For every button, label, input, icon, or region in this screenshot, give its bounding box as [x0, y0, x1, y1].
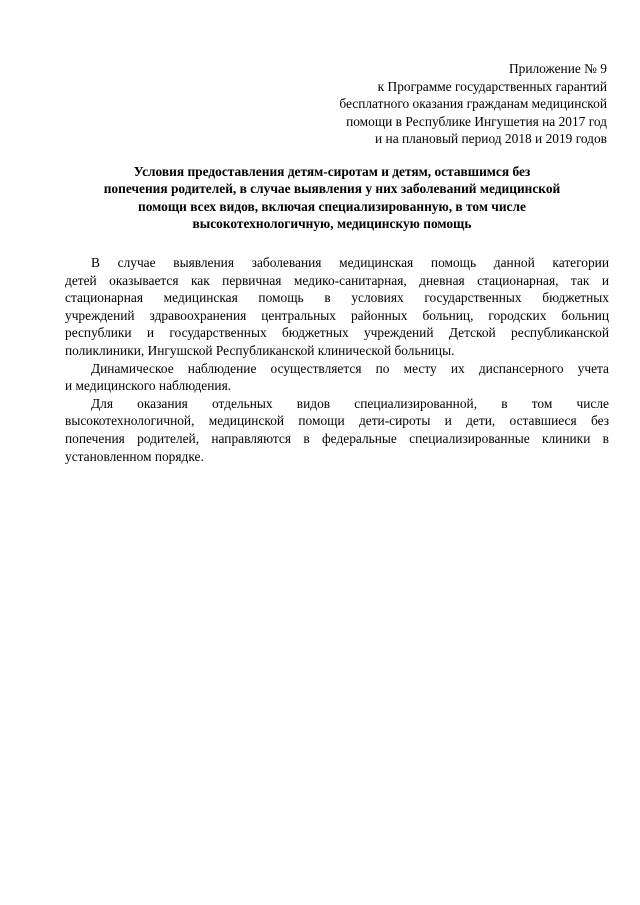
paragraph-1 [65, 254, 609, 360]
appendix-header-line: и на плановый период 2018 и 2019 годов [375, 131, 607, 147]
paragraph-line: установленном порядке. [65, 448, 204, 464]
paragraph-line: стационарная медицинская помощь в условиях государственных бюджетных [65, 290, 609, 306]
title-line: высокотехнологичную, медицинскую помощь [192, 216, 472, 232]
paragraph-line: высокотехнологичной, медицинской помощи дети-сироты и дети, оставшиеся без [65, 413, 609, 429]
title-line: Условия предоставления детям-сиротам и детям, оставшимся без [133, 164, 531, 179]
appendix-header-line: к Программе государственных гарантий [377, 78, 607, 94]
appendix-number: Приложение № 9 [508, 61, 607, 76]
paragraph-line: Динамическое наблюдение осуществляется по месту их диспансерного учета [91, 360, 609, 376]
paragraph-line: детей оказывается как первичная медико-санитарная, дневная стационарная, так и [65, 272, 609, 288]
appendix-header-line: помощи в Республике Ингушетия на 2017 год [346, 113, 607, 129]
paragraph-line: Для оказания отдельных видов специализированной, в том числе [91, 395, 609, 411]
appendix-header-line: бесплатного оказания гражданам медицинской [339, 96, 607, 112]
title-line: помощи всех видов, включая специализированную, в том числе [138, 198, 526, 214]
title-line: попечения родителей, в случае выявления у них заболеваний медицинской [103, 181, 561, 197]
document-body [65, 254, 609, 465]
paragraph-line: поликлиники, Ингушской Республиканской клинической больницы. [65, 342, 455, 358]
paragraph-line: учреждений здравоохранения центральных районных больниц, городских больниц [65, 307, 609, 323]
paragraph-2 [65, 360, 609, 395]
paragraph-line: В случае выявления заболевания медицинская помощь данной категории [91, 255, 609, 270]
paragraph-line: и медицинского наблюдения. [65, 378, 232, 394]
document-title [64, 163, 600, 233]
paragraph-3 [65, 395, 609, 465]
paragraph-line: попечения родителей, направляются в федеральные специализированные клиники в [65, 430, 609, 446]
paragraph-line: республики и государственных бюджетных учреждений Детской республиканской [65, 325, 609, 341]
appendix-header [247, 60, 607, 148]
